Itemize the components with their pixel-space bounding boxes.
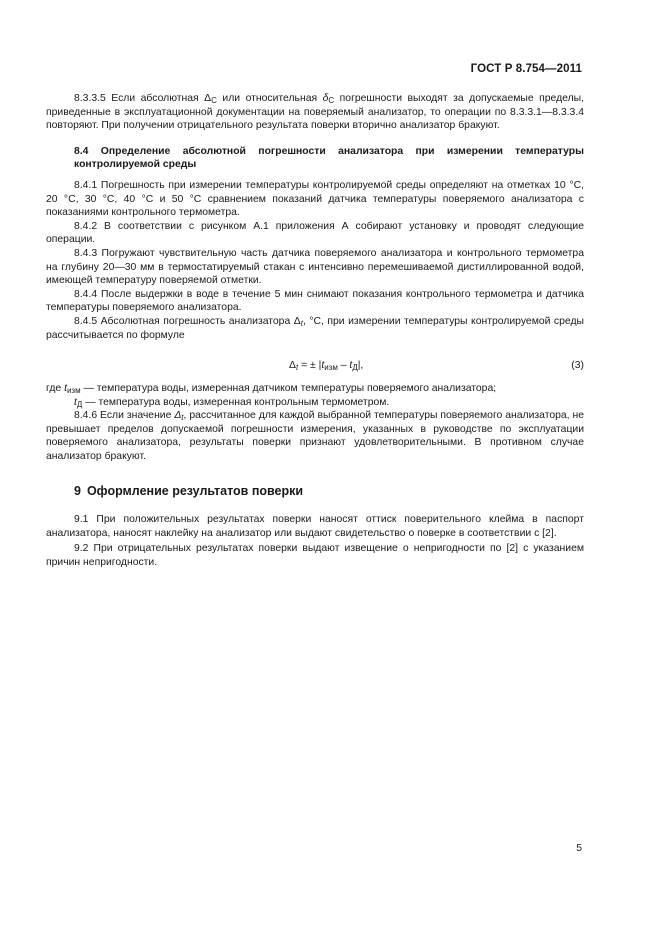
- paragraph-9-1: 9.1 При положительных результатах поверки наносят оттиск поверительного клейма в паспорт анализатора, наносят наклейку на анализатор или выдают свидетельство о поверке в соответствии с [2].: [46, 514, 584, 539]
- paragraph-8-4-6: 8.4.6 Если значение $\Delta_t$, рассчитанное для каждой выбранной температуры поверяемого анализатора, не превышает пределов допускаемой погрешности измерения, указанных в руководстве по эксплуатации поверяемого анализатора, результаты поверки признают удовлетворительными. В противном случае анализатор бракуют.: [46, 410, 584, 463]
- page-number: 5: [576, 843, 582, 854]
- document-code: ГОСТ Р 8.754—2011: [470, 63, 582, 75]
- paragraph-8-4-5: 8.4.5 Абсолютная погрешность анализатора $\Delta_t$, °С, при измерении температуры контролируемой среды рассчитывается по формуле: [46, 315, 584, 341]
- paragraph-8-4-3: 8.4.3 Погружают чувствительную часть датчика поверяемого анализатора и контрольного термометра на глубину 20—30 мм в термостатируемый стакан с интенсивно перемешиваемой дистиллированной водой, имеющей температуру поверяемой отметки.: [46, 247, 584, 287]
- document-body: [46, 92, 584, 570]
- formula-3: [46, 359, 584, 373]
- formula-where-line-1: где $t_{изм}$ — температура воды, измеренная датчиком температуры поверяемого анализатора;: [46, 383, 497, 396]
- formula-number: (3): [571, 360, 584, 372]
- section-heading-9: 9 Оформление результатов поверки: [74, 483, 304, 498]
- paragraph-8-4-1: 8.4.1 Погрешность при измерении температуры контролируемой среды определяют на отметках 10 °С, 20 °С, 30 °С, 40 °С и 50 °С сравнением показаний датчика температуры поверяемого анализатора с показаниями контрольного термометра.: [46, 179, 584, 219]
- paragraph-8-3-3-5: 8.3.3.5 Если абсолютная $\Delta_C$ или относительная $\delta_C$ погрешности выходят за допускаемые пределы, приведенные в эксплуатационной документации на поверяемый анализатор, то операции по 8.3.3.1—8.3.3.4 повторяют. При получении отрицательного результата поверки вторично анализатор бракуют.: [46, 93, 584, 132]
- paragraph-8-4-2: 8.4.2 В соответствии с рисунком А.1 приложения А собирают установку и проводят следующие операции.: [46, 220, 584, 246]
- formula-expression: $\Delta_t$ = ± $|t_{изм} - t_Д|$,: [289, 360, 364, 373]
- formula-where-line-2: $t_Д$ — температура воды, измеренная контрольным термометром.: [74, 396, 390, 409]
- paragraph-9-2: 9.2 При отрицательных результатах поверки выдают извещение о непригодности по [2] с указанием причин непригодности.: [46, 543, 584, 569]
- paragraph-8-4-4: 8.4.4 После выдержки в воде в течение 5 мин снимают показания контрольного термометра и датчика температуры поверяемого анализатора.: [46, 288, 584, 314]
- section-heading-8-4: 8.4 Определение абсолютной погрешности анализатора при измерении температуры контролируемой среды: [74, 145, 584, 171]
